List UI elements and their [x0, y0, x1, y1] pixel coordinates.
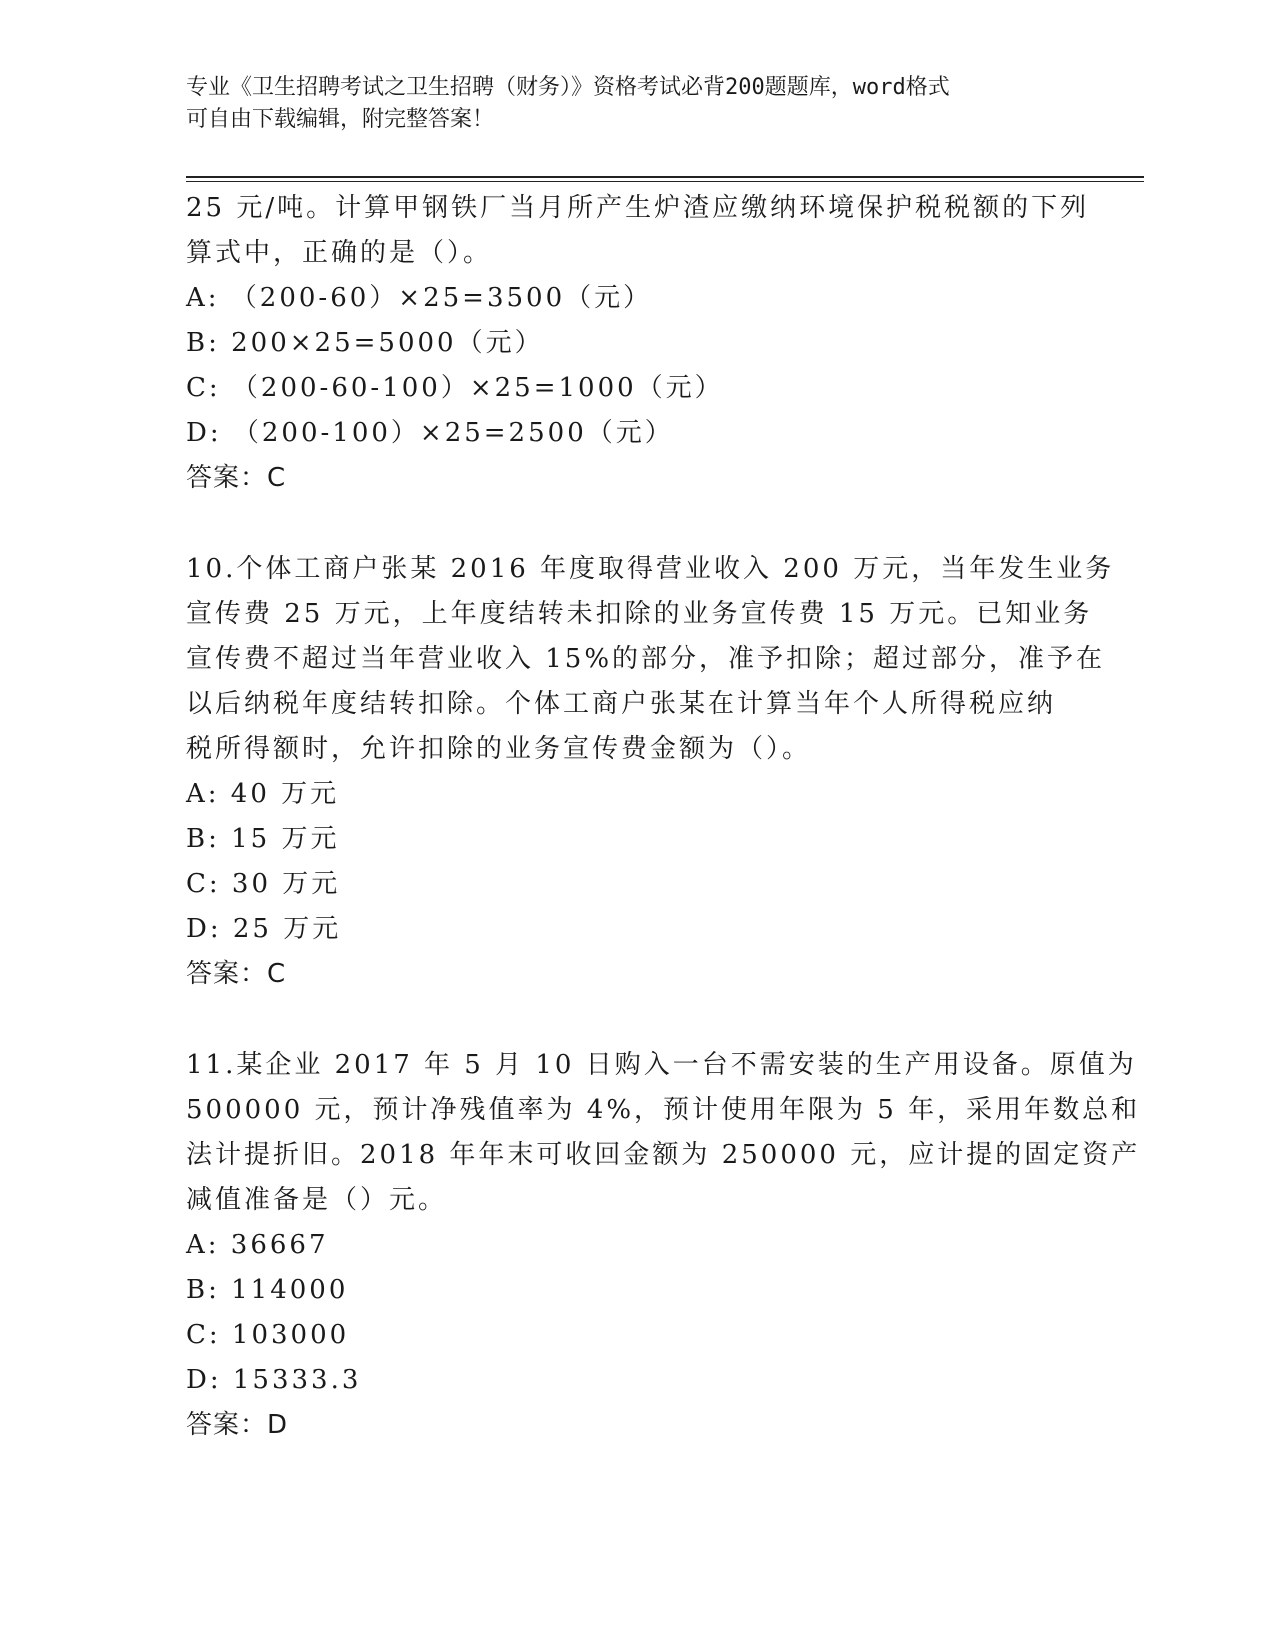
option-a: A: 40 万元: [186, 779, 340, 809]
question-stem-line: 11.某企业 2017 年 5 月 10 日购入一台不需安装的生产用设备。原值为: [186, 1050, 1137, 1080]
question-stem-line: 500000 元，预计净残值率为 4%，预计使用年限为 5 年，采用年数总和: [186, 1095, 1141, 1125]
option-c: C: 30 万元: [186, 869, 341, 899]
question-9-continued: [186, 186, 1090, 501]
option-c: C: 103000: [186, 1320, 350, 1350]
answer-label: 答案：C: [186, 463, 287, 493]
answer-label: 答案：C: [186, 959, 287, 989]
header-title-line-1: 专业《卫生招聘考试之卫生招聘（财务）》资格考试必背200题题库，word格式: [186, 75, 950, 100]
header-divider-thin: [186, 181, 1144, 182]
option-b: B: 200×25=5000（元）: [186, 328, 544, 358]
option-d: D: 15333.3: [186, 1365, 362, 1395]
question-10: [186, 547, 1115, 997]
question-stem-line: 法计提折旧。2018 年年末可收回金额为 250000 元，应计提的固定资产: [186, 1140, 1141, 1170]
document-header: [186, 72, 1086, 136]
option-d: D: （200-100）×25=2500（元）: [186, 418, 674, 448]
header-divider-thick: [186, 176, 1144, 178]
header-title-line-2: 可自由下载编辑，附完整答案！: [186, 107, 495, 132]
question-list: [186, 186, 1141, 1448]
question-stem-line: 25 元/吨。计算甲钢铁厂当月所产生炉渣应缴纳环境保护税税额的下列: [186, 193, 1090, 223]
option-b: B: 15 万元: [186, 824, 340, 854]
question-stem-line: 算式中，正确的是（）。: [186, 238, 493, 268]
question-spacer: [186, 501, 1086, 547]
option-c: C: （200-60-100）×25=1000（元）: [186, 373, 724, 403]
question-stem-line: 税所得额时，允许扣除的业务宣传费金额为（）。: [186, 734, 812, 764]
question-stem-line: 宣传费 25 万元，上年度结转未扣除的业务宣传费 15 万元。已知业务: [186, 599, 1093, 629]
option-b: B: 114000: [186, 1275, 349, 1305]
question-stem-line: 10.个体工商户张某 2016 年度取得营业收入 200 万元，当年发生业务: [186, 554, 1115, 584]
question-stem-line: 减值准备是（）元。: [186, 1185, 448, 1215]
answer-label: 答案：D: [186, 1410, 289, 1440]
option-d: D: 25 万元: [186, 914, 342, 944]
option-a: A: （200-60）×25=3500（元）: [186, 283, 653, 313]
option-a: A: 36667: [186, 1230, 329, 1260]
question-11: [186, 1043, 1141, 1448]
question-stem-line: 宣传费不超过当年营业收入 15%的部分，准予扣除；超过部分，准予在: [186, 644, 1106, 674]
question-stem-line: 以后纳税年度结转扣除。个体工商户张某在计算当年个人所得税应纳: [186, 689, 1057, 719]
question-spacer: [186, 997, 1086, 1043]
